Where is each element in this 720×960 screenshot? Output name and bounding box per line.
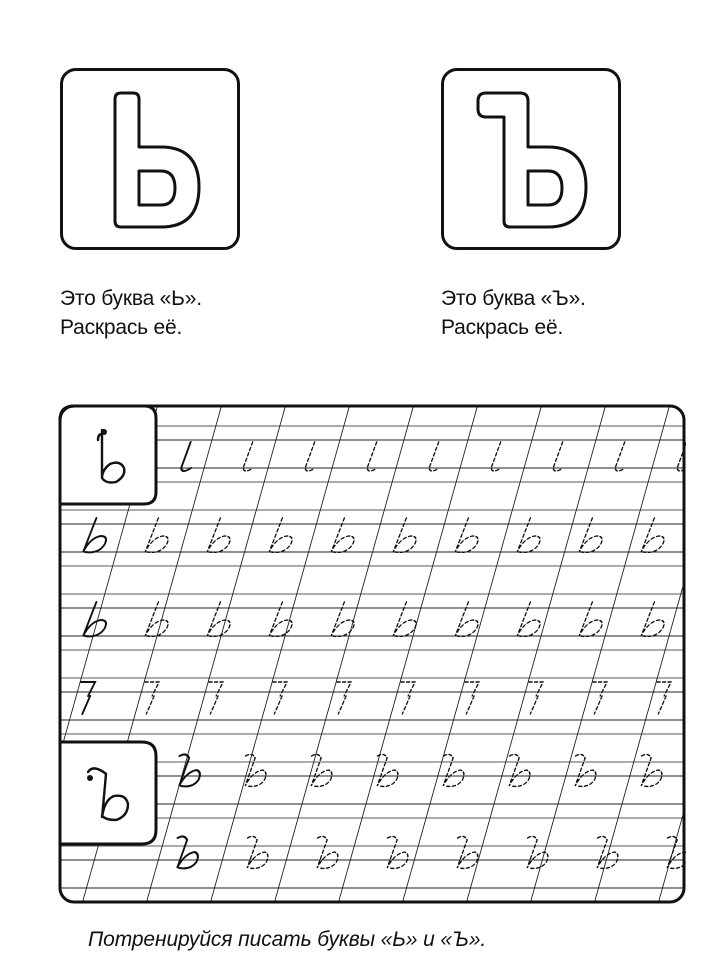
handwriting-practice-grid[interactable] [58, 404, 686, 904]
practice-letter-3-9[interactable] [650, 682, 671, 714]
practice-letter-5-6[interactable] [591, 836, 622, 868]
practice-letter-1-7[interactable] [517, 518, 545, 552]
practice-letter-2-9[interactable] [641, 602, 669, 636]
practice-letter-1-4[interactable] [331, 518, 359, 552]
guide-line [466, 404, 606, 904]
practice-grid-canvas[interactable] [58, 404, 686, 904]
practice-letter-4-5[interactable] [503, 754, 534, 786]
practice-letter-0-0[interactable] [181, 442, 197, 471]
practice-letter-0-1[interactable] [243, 442, 259, 471]
practice-letter-0-3[interactable] [367, 442, 383, 471]
practice-letter-0-6[interactable] [553, 442, 569, 471]
guide-line [274, 404, 414, 904]
practice-letter-0-2[interactable] [305, 442, 321, 471]
guide-line [210, 404, 350, 904]
soft-sign-caption-line2: Раскрась её. [60, 316, 183, 339]
sample-hard-box [60, 742, 156, 844]
practice-letter-5-0[interactable] [171, 836, 202, 868]
practice-letter-4-4[interactable] [437, 754, 468, 786]
soft-sign-caption-line1: Это буква «Ь». [60, 287, 202, 310]
guide-line [146, 404, 286, 904]
practice-letter-2-7[interactable] [517, 602, 545, 636]
practice-letter-0-4[interactable] [429, 442, 445, 471]
hard-sign-caption-line1: Это буква «Ъ». [441, 287, 586, 310]
practice-letter-1-1[interactable] [145, 518, 173, 552]
practice-letter-1-9[interactable] [641, 518, 669, 552]
sample-soft-box [60, 406, 156, 504]
practice-letter-3-0[interactable] [74, 682, 95, 714]
practice-letter-3-4[interactable] [330, 682, 351, 714]
practice-letter-0-7[interactable] [615, 442, 631, 471]
guide-line [594, 404, 686, 904]
practice-letter-4-0[interactable] [173, 754, 204, 786]
guide-line [338, 404, 478, 904]
practice-letter-0-5[interactable] [491, 442, 507, 471]
practice-letter-5-1[interactable] [241, 836, 272, 868]
practice-letter-3-8[interactable] [586, 682, 607, 714]
practice-letter-3-5[interactable] [394, 682, 415, 714]
practice-letter-3-3[interactable] [266, 682, 287, 714]
hard-sign-caption-line2: Раскрась её. [441, 316, 564, 339]
practice-letter-1-8[interactable] [579, 518, 607, 552]
practice-letter-1-0[interactable] [83, 518, 111, 552]
practice-letter-5-2[interactable] [311, 836, 342, 868]
soft-sign-caption [60, 284, 202, 342]
soft-sign-outline-letter[interactable] [63, 71, 237, 247]
practice-letter-3-1[interactable] [138, 682, 159, 714]
practice-letter-3-7[interactable] [522, 682, 543, 714]
guide-line [658, 404, 686, 904]
instruction-text: Потренируйся писать буквы «Ь» и «Ъ». [88, 928, 487, 951]
practice-letter-1-6[interactable] [455, 518, 483, 552]
practice-letter-2-3[interactable] [269, 602, 297, 636]
practice-letter-5-3[interactable] [381, 836, 412, 868]
soft-sign-card[interactable] [60, 68, 240, 250]
guide-line [530, 404, 670, 904]
practice-letter-2-1[interactable] [145, 602, 173, 636]
hard-sign-outline-letter[interactable] [444, 71, 618, 247]
practice-letter-5-7[interactable] [661, 836, 686, 868]
hard-sign-caption [441, 284, 586, 342]
practice-letter-4-2[interactable] [305, 754, 336, 786]
practice-letter-1-5[interactable] [393, 518, 421, 552]
practice-letter-2-8[interactable] [579, 602, 607, 636]
practice-letter-2-2[interactable] [207, 602, 235, 636]
practice-letter-3-6[interactable] [458, 682, 479, 714]
practice-letter-4-1[interactable] [239, 754, 270, 786]
guide-line [402, 404, 542, 904]
practice-letter-3-2[interactable] [202, 682, 223, 714]
hard-sign-card[interactable] [441, 68, 621, 250]
practice-letter-2-5[interactable] [393, 602, 421, 636]
practice-letter-1-2[interactable] [207, 518, 235, 552]
practice-letter-4-7[interactable] [635, 754, 666, 786]
practice-letter-1-3[interactable] [269, 518, 297, 552]
practice-letter-4-6[interactable] [569, 754, 600, 786]
practice-letter-2-4[interactable] [331, 602, 359, 636]
practice-letter-2-0[interactable] [83, 602, 111, 636]
